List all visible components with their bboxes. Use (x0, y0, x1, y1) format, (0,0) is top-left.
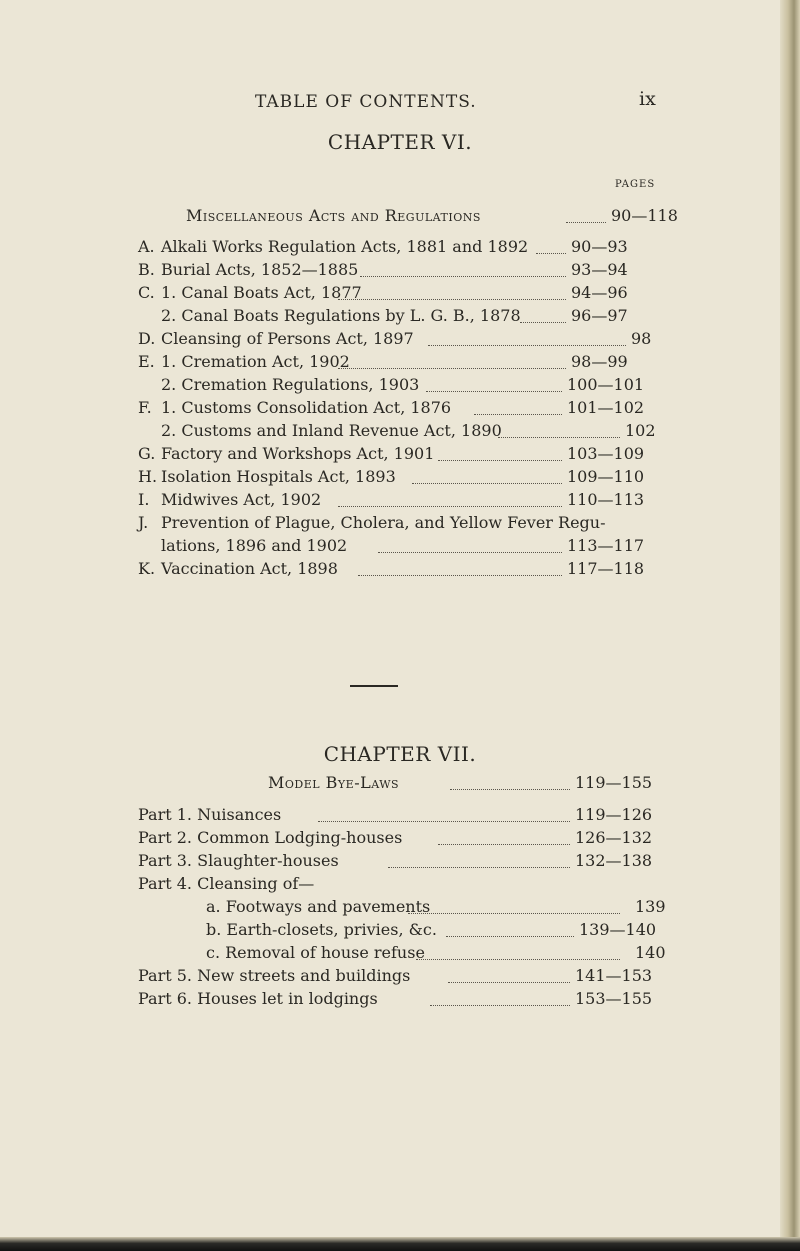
toc-entry (138, 352, 628, 374)
section-divider (350, 685, 398, 687)
toc-entry-letter: E. (138, 352, 155, 371)
toc-entry-pages: 109—110 (567, 467, 645, 486)
toc-entry (138, 536, 645, 558)
toc-entry-text: Cleansing of Persons Act, 1897 (161, 329, 414, 348)
toc-entry (138, 398, 645, 420)
toc-entry-text: 1. Customs Consolidation Act, 1876 (161, 398, 452, 417)
toc-entry-letter: A. (138, 237, 155, 256)
toc-entry-text: 1. Cremation Act, 1902 (161, 352, 350, 371)
toc-entry-pages: 141—153 (575, 966, 653, 985)
toc-entry-pages: 110—113 (567, 490, 645, 509)
pages-column-label: PAGES (615, 179, 656, 190)
leader-dots (338, 506, 562, 507)
toc-entry-letter: K. (138, 559, 156, 578)
toc-entry (138, 966, 653, 988)
toc-entry-pages: 153—155 (575, 989, 653, 1008)
toc-entry-text: Alkali Works Regulation Acts, 1881 and 1892 (161, 237, 529, 256)
toc-entry-text: lations, 1896 and 1902 (161, 536, 348, 555)
toc-entry-letter: G. (138, 444, 156, 463)
leader-dots (520, 322, 566, 323)
leader-dots (428, 345, 626, 346)
toc-entry (138, 851, 653, 873)
toc-entry-pages: 98 (631, 329, 652, 348)
leader-dots (416, 959, 620, 960)
chapter-7-heading (268, 773, 653, 795)
toc-entry (138, 444, 645, 466)
toc-entry (138, 329, 652, 351)
toc-entry-letter: D. (138, 329, 156, 348)
toc-entry-text: Midwives Act, 1902 (161, 490, 322, 509)
toc-entry-pages: 139—140 (579, 920, 657, 939)
toc-entry-text: c. Removal of house refuse (206, 943, 425, 962)
leader-dots (474, 414, 562, 415)
leader-dots (360, 276, 566, 277)
toc-entry-pages: 119—126 (575, 805, 653, 824)
leader-dots (318, 821, 570, 822)
leader-dots (450, 789, 570, 790)
toc-entry-pages: 90—93 (571, 237, 628, 256)
leader-dots (338, 299, 566, 300)
toc-entry-pages: 102 (625, 421, 656, 440)
leader-dots (338, 368, 566, 369)
toc-entry-pages: 93—94 (571, 260, 628, 279)
chapter-6-heading-label: Miscellaneous Acts and Regulations (186, 206, 481, 225)
toc-entry (138, 874, 314, 896)
toc-entry (138, 260, 628, 282)
chapter-6-title: CHAPTER VI. (327, 130, 473, 154)
toc-entry-letter: J. (138, 513, 149, 532)
toc-entry-text: Factory and Workshops Act, 1901 (161, 444, 435, 463)
leader-dots (448, 982, 570, 983)
chapter-7-heading-label: Model Bye-Laws (268, 773, 400, 792)
page-edge-shadow (780, 0, 800, 1251)
toc-entry-letter: I. (138, 490, 150, 509)
chapter-6-heading-pages: 90—118 (611, 206, 678, 225)
leader-dots (566, 222, 606, 223)
toc-entry-text: Isolation Hospitals Act, 1893 (161, 467, 396, 486)
toc-entry-pages: 126—132 (575, 828, 653, 847)
toc-entry-pages: 140 (635, 943, 666, 962)
leader-dots (536, 253, 566, 254)
leader-dots (426, 391, 562, 392)
toc-entry-pages: 117—118 (567, 559, 645, 578)
toc-entry-pages: 139 (635, 897, 666, 916)
toc-entry (138, 559, 645, 581)
toc-entry-pages: 103—109 (567, 444, 645, 463)
toc-entry (138, 828, 653, 850)
toc-entry-letter: B. (138, 260, 155, 279)
toc-entry (206, 943, 666, 965)
page-number: ix (639, 88, 656, 110)
toc-entry-letter: H. (138, 467, 158, 486)
toc-entry-text: 2. Cremation Regulations, 1903 (161, 375, 420, 394)
chapter-7-title: CHAPTER VII. (323, 742, 477, 766)
toc-entry (138, 237, 628, 259)
toc-entry (138, 805, 653, 827)
toc-entry-text: Burial Acts, 1852—1885 (161, 260, 359, 279)
toc-entry-text: Vaccination Act, 1898 (161, 559, 338, 578)
toc-entry-text: b. Earth-closets, privies, &c. (206, 920, 437, 939)
toc-entry-text: a. Footways and pavements (206, 897, 431, 916)
toc-entry-pages: 132—138 (575, 851, 653, 870)
toc-entry-text: Part 1. Nuisances (138, 805, 282, 824)
toc-entry-text: Part 3. Slaughter-houses (138, 851, 339, 870)
toc-entry (138, 306, 628, 328)
leader-dots (438, 460, 562, 461)
leader-dots (498, 437, 620, 438)
toc-entry (138, 989, 653, 1011)
page-bottom-edge (0, 1237, 800, 1251)
toc-entry-pages: 94—96 (571, 283, 628, 302)
toc-entry (138, 467, 645, 489)
toc-entry (138, 421, 656, 443)
toc-entry-letter: C. (138, 283, 155, 302)
toc-entry-text: 1. Canal Boats Act, 1877 (161, 283, 362, 302)
toc-entry-text: Part 6. Houses let in lodgings (138, 989, 378, 1008)
toc-entry-pages: 100—101 (567, 375, 645, 394)
toc-entry-text: Part 5. New streets and buildings (138, 966, 411, 985)
toc-entry-pages: 96—97 (571, 306, 628, 325)
toc-entry-text: Part 4. Cleansing of— (138, 874, 315, 893)
toc-entry-pages: 101—102 (567, 398, 645, 417)
toc-entry-text: Part 2. Common Lodging-houses (138, 828, 403, 847)
leader-dots (358, 575, 562, 576)
toc-entry-text: 2. Canal Boats Regulations by L. G. B., 1878 (161, 306, 521, 325)
toc-entry-text: 2. Customs and Inland Revenue Act, 1890 (161, 421, 502, 440)
toc-entry-letter: F. (138, 398, 152, 417)
toc-entry-pages: 113—117 (567, 536, 645, 555)
leader-dots (412, 483, 562, 484)
leader-dots (446, 936, 574, 937)
leader-dots (378, 552, 562, 553)
leader-dots (438, 844, 570, 845)
chapter-6-heading (186, 206, 678, 228)
toc-entry (138, 283, 628, 305)
leader-dots (408, 913, 620, 914)
toc-entry (138, 513, 606, 535)
leader-dots (388, 867, 570, 868)
toc-entry (138, 490, 645, 512)
running-title: TABLE OF CONTENTS. (255, 92, 477, 112)
toc-entry (206, 897, 666, 919)
toc-entry-text: Prevention of Plague, Cholera, and Yellow Fever Regu- (161, 513, 606, 532)
leader-dots (430, 1005, 570, 1006)
toc-entry (206, 920, 657, 942)
toc-entry-pages: 98—99 (571, 352, 628, 371)
chapter-7-heading-pages: 119—155 (575, 773, 653, 792)
toc-entry (138, 375, 645, 397)
